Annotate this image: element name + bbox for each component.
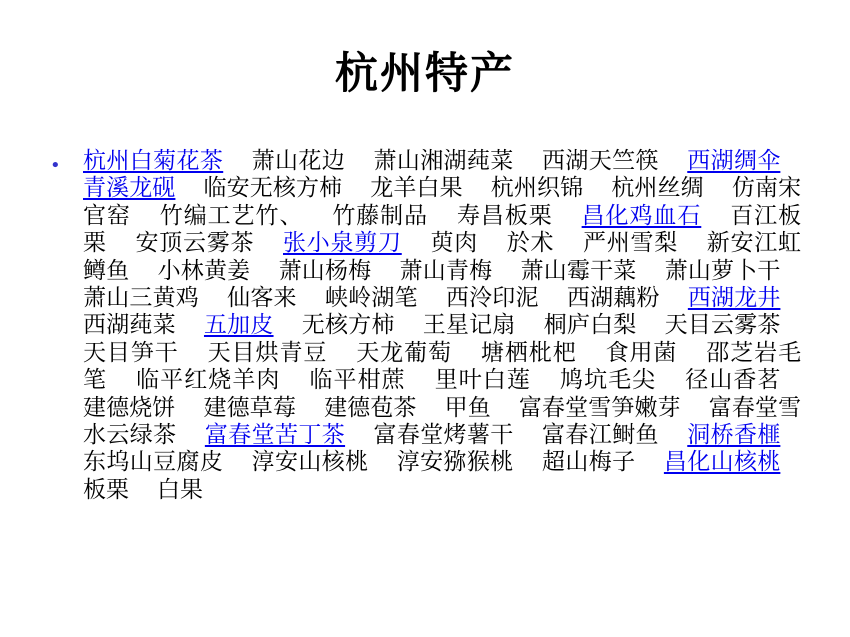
specialty-item: 於术 (506, 230, 555, 257)
specialty-item: 西湖天竺筷 (542, 148, 659, 174)
specialty-item: 超山梅子 (542, 449, 636, 476)
specialty-link[interactable]: 杭州白菊花茶 (83, 148, 224, 174)
specialty-item: 萧山花边 (251, 148, 346, 174)
specialty-item: 富春堂雪笋嫩芽 (518, 394, 681, 421)
specialty-item: 甲鱼 (444, 394, 491, 421)
specialty-item: 王星记扇 (422, 312, 516, 339)
specialty-item: 食用菌 (605, 339, 678, 366)
specialty-item: 邵芝岩毛笔 (83, 339, 801, 394)
specialty-item: 富春堂烤薯干 (373, 422, 514, 449)
specialty-item: 峡岭湖笔 (324, 285, 418, 312)
slide-title: 杭州特产 (335, 49, 515, 99)
specialty-item: 安顶云雾茶 (135, 230, 255, 257)
specialty-item: 东坞山豆腐皮 (83, 449, 224, 476)
specialty-link[interactable]: 西湖绸伞 (687, 148, 781, 174)
specialty-item: 萧山三黄鸡 (83, 285, 199, 312)
specialty-item: 天目烘青豆 (207, 339, 328, 366)
specialty-item: 萧山萝卜干 (664, 257, 781, 284)
specialty-link[interactable]: 昌化鸡血石 (581, 202, 702, 229)
specialty-link[interactable]: 五加皮 (203, 312, 274, 339)
specialty-list (83, 148, 801, 504)
specialty-item: 萸肉 (430, 230, 478, 257)
specialty-item: 淳安猕猴桃 (396, 449, 514, 476)
specialty-item: 天目笋干 (83, 339, 179, 366)
specialty-link[interactable]: 青溪龙砚 (83, 175, 176, 202)
specialty-item: 百江板栗 (83, 202, 801, 257)
specialty-item: 径山香茗 (685, 367, 781, 394)
specialty-item: 建德苞茶 (324, 394, 417, 421)
specialty-item: 萧山杨梅 (278, 257, 372, 284)
specialty-link[interactable]: 张小泉剪刀 (283, 230, 402, 257)
specialty-item: 白果 (157, 476, 203, 503)
specialty-link[interactable]: 洞桥香榧 (687, 422, 781, 449)
specialty-item: 富春堂雪水云绿茶 (83, 394, 801, 449)
specialty-item: 建德烧饼 (83, 394, 176, 421)
specialty-link[interactable]: 昌化山核桃 (663, 449, 781, 476)
specialty-item: 小林黄姜 (157, 257, 251, 284)
specialty-item: 萧山霉干菜 (520, 257, 637, 284)
specialty-item: 杭州丝绸 (611, 175, 704, 202)
specialty-item: 里叶白莲 (434, 367, 531, 394)
specialty-link[interactable]: 西湖龙井 (687, 285, 781, 312)
specialty-item: 西湖藕粉 (566, 285, 660, 312)
specialty-item: 仙客来 (227, 285, 297, 312)
specialty-item: 竹藤制品 (332, 202, 429, 229)
specialty-item: 龙羊白果 (370, 175, 463, 202)
specialty-item: 桐庐白梨 (543, 312, 637, 339)
specialty-item: 天龙葡萄 (356, 339, 452, 366)
specialty-item: 萧山青梅 (399, 257, 493, 284)
specialty-item: 寿昌板栗 (456, 202, 553, 229)
specialty-item: 仿南宋官窑 (83, 175, 801, 229)
specialty-item: 富春江鲥鱼 (542, 422, 659, 449)
specialty-item: 无核方柿 (301, 312, 395, 339)
specialty-item: 建德草莓 (203, 394, 296, 421)
specialty-item: 西泠印泥 (445, 285, 539, 312)
specialty-item: 西湖莼菜 (83, 312, 176, 339)
bullet-dot-icon: • (50, 155, 61, 176)
specialty-item: 塘栖枇杷 (480, 339, 577, 366)
specialty-item: 临平柑蔗 (309, 367, 406, 394)
specialty-item: 新安江虹鳟鱼 (83, 230, 801, 284)
specialty-item: 杭州织锦 (490, 175, 584, 202)
specialty-item: 严州雪梨 (583, 230, 678, 257)
specialty-item: 鸠坑毛尖 (560, 367, 657, 394)
specialty-item: 天目云雾茶 (664, 312, 781, 339)
specialty-item: 淳安山核桃 (251, 449, 369, 476)
specialty-item: 临平红烧羊肉 (136, 367, 281, 394)
specialty-item: 临安无核方柿 (203, 175, 343, 202)
specialty-item: 板栗 (83, 476, 129, 503)
specialty-link[interactable]: 富春堂苦丁茶 (204, 422, 346, 449)
specialty-item: 竹编工艺竹、 (159, 202, 304, 229)
specialty-item: 萧山湘湖莼菜 (373, 148, 514, 174)
